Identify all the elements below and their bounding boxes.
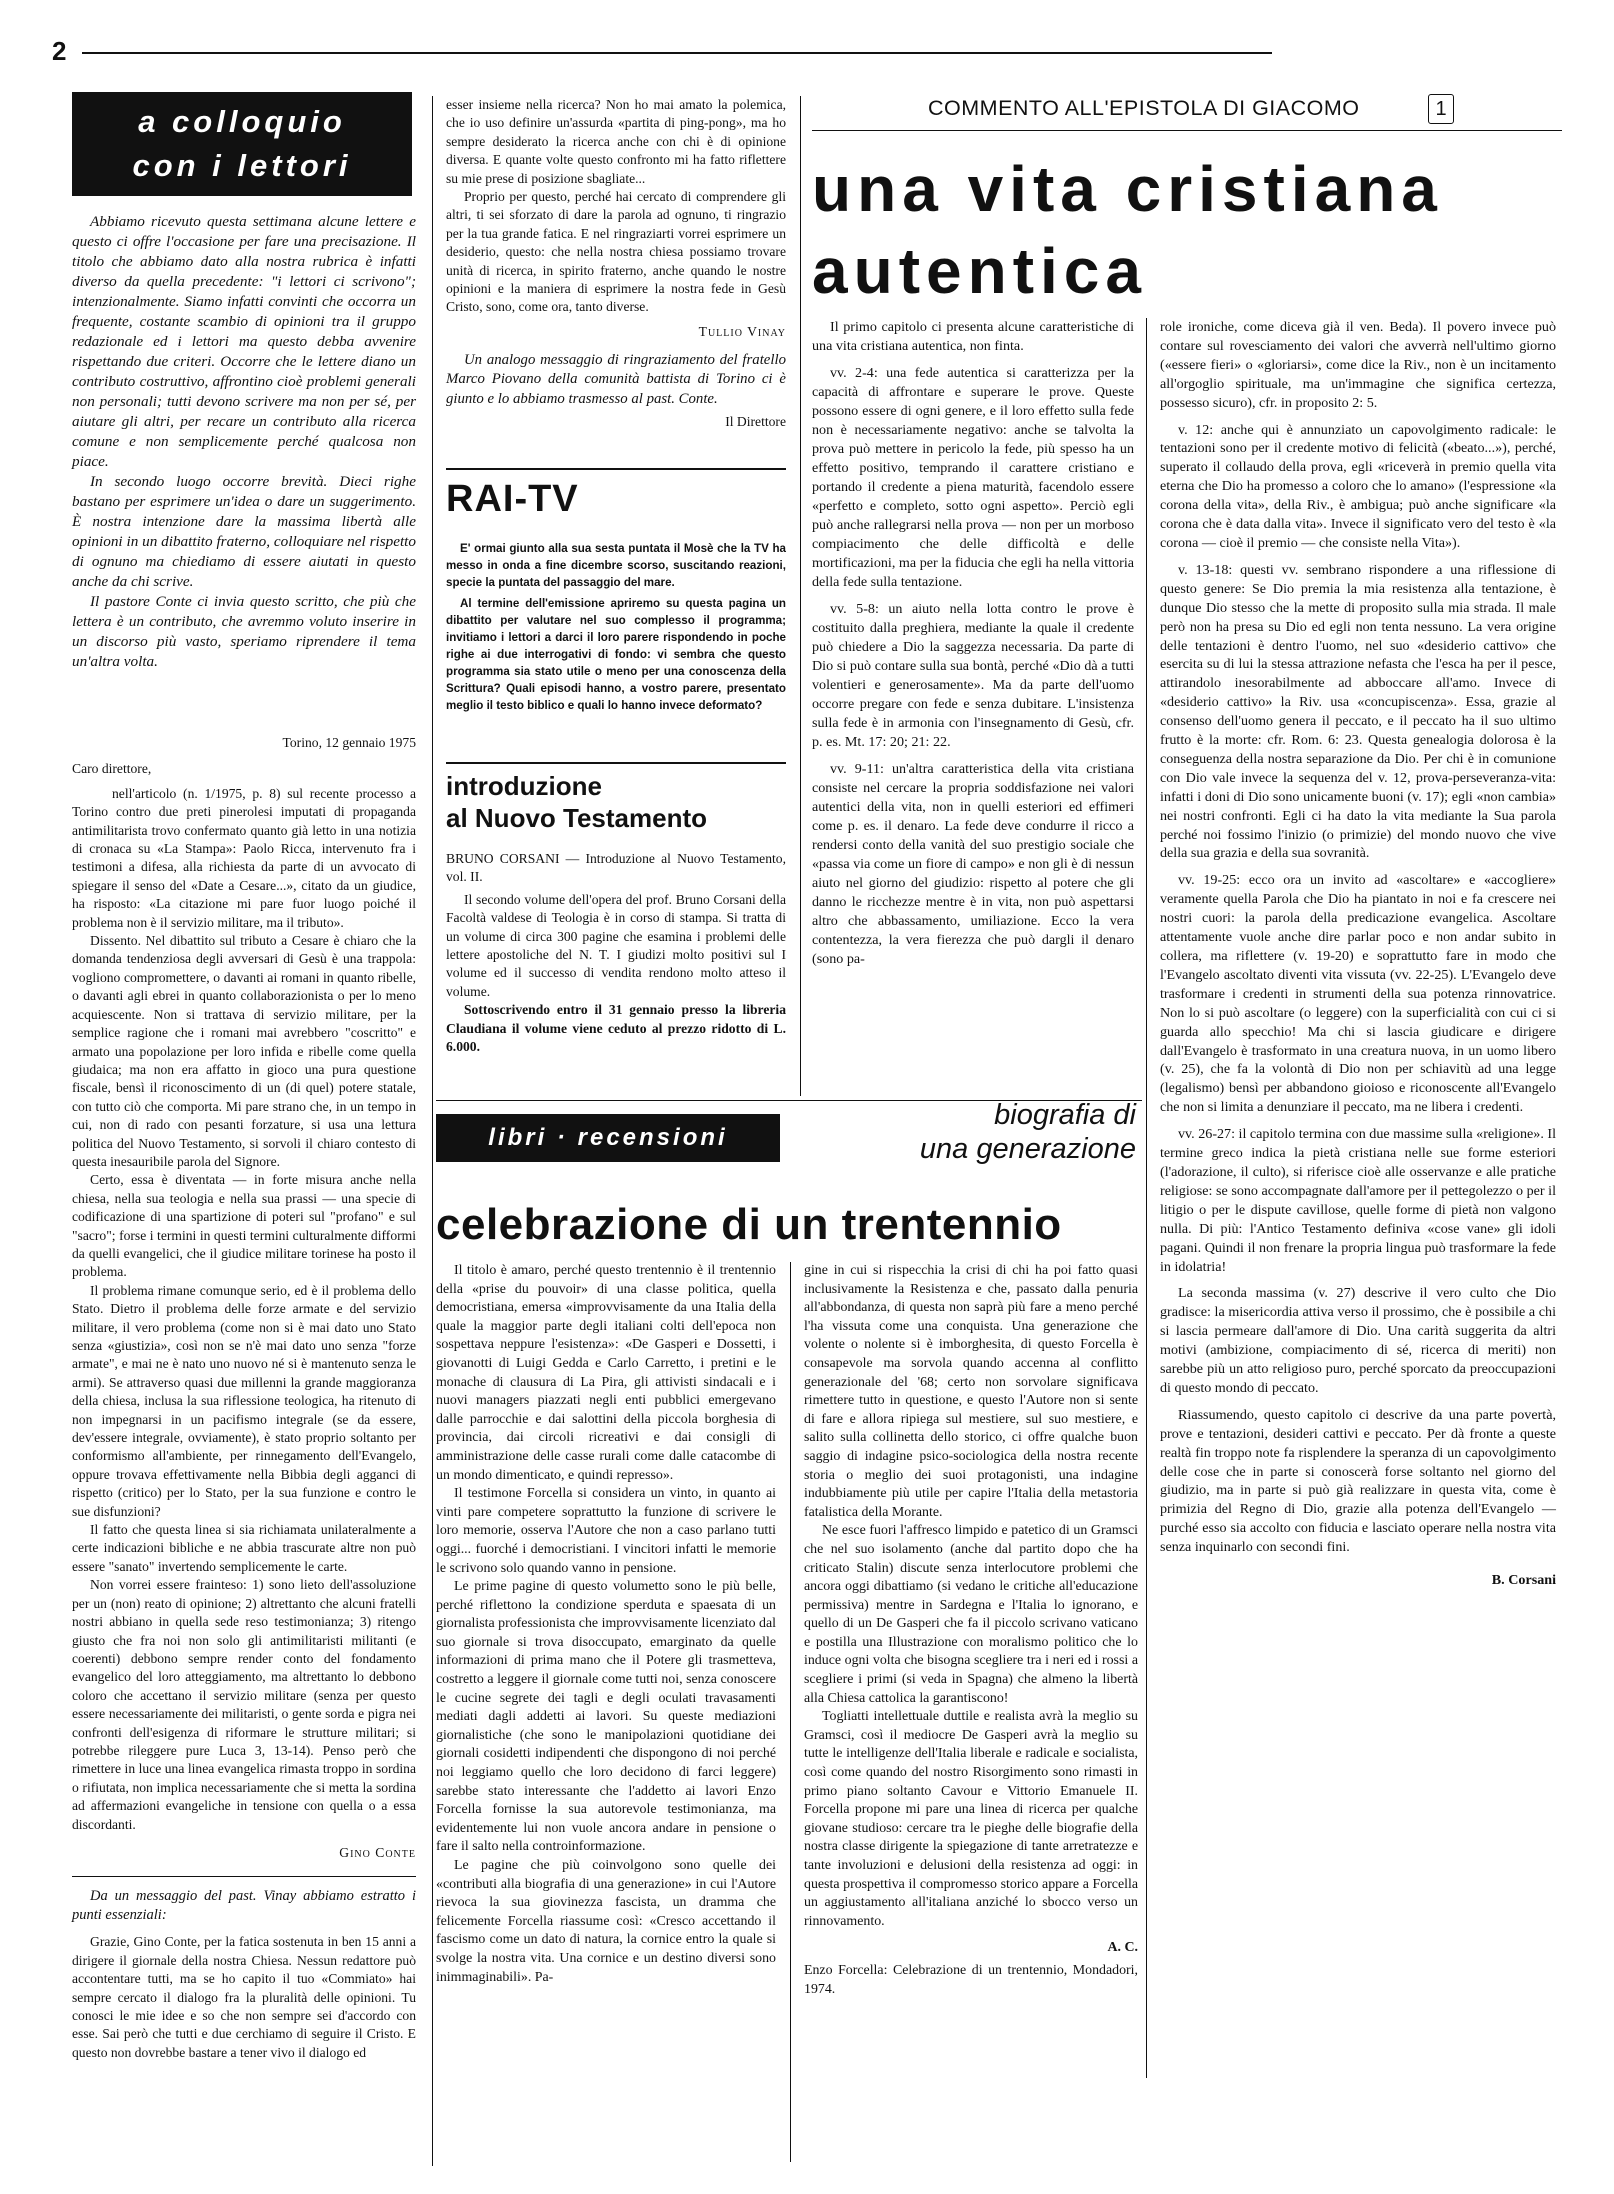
review-section-header: libri · recensioni bbox=[436, 1114, 780, 1162]
nt-body bbox=[446, 850, 786, 1056]
vinay-paragraph: Proprio per questo, perché hai cercato di comprendere gli altri, ti sei sforzato di dare la parola ad ognuno, ti ringrazio per la tua grande fatica. E nel ringraziarti vorrei esprimere un desiderio, questo: che nella nostra chiesa possiamo trovare unità di ricerca, in spirito fraterno, anche quando le nostre opinioni e la maniera di esprimere la nostra fede in Gesù Cristo, sono, come ora, tanto diverse. bbox=[446, 189, 786, 315]
conte-letter bbox=[72, 734, 416, 2062]
review-paragraph: Il titolo è amaro, perché questo trentennio è il trentennio della «prise du pouvoir» di una classe politica, quella democristiana, emersa «improvvisamente da una Italia della quale la maggior parte degli italiani colti dell'epoca non sospettava neppure l'esistenza»: «De Gasperi e Dossetti, i giovanotti di Luigi Gedda e Carlo Carretto, i pretini e le monache di clausura di La Pira, gli attivisti sindacali e i nuovi managers piazzati negli enti pubblici emergevano dalle parrocchie e dai salottini della piccola borghesia di provincia, dai circoli ricreativi e dai consigli di amministrazione delle casse rurali come dalle catacombe di un mondo dimenticato, e quindi represso». bbox=[436, 1263, 776, 1483]
giacomo-paragraph: Riassumendo, questo capitolo ci descrive da una parte povertà, prove e tentazioni, desideri cattivi e peccato. Per dà fronte a queste realtà fin troppo note fa risplendere la speranza di un capovolgimento delle cose che in parte si conoscerà forse soltanto nel giorno del giudizio, ma in parte si può già realizzare in questa vita, come è primizia del Regno di Dio, grazie alla potenza dell'Evangelo — purché esso sia accolto con fiducia e lasciato operare nella nostra vita senza inquinarlo con secondi fini. bbox=[1160, 1406, 1556, 1556]
review-paragraph: Il testimone Forcella si considera un vinto, in quanto ai vinti pare competere soprattutto la funzione di scrivere le loro memorie, osserva l'Autore che non a caso parlano tutti oggi... fuorché i democristiani. I vincitori infatti le memorie le scrivono solo quando vanno in pensione. bbox=[436, 1486, 776, 1576]
article-title bbox=[812, 148, 1572, 312]
nt-paragraph: Il secondo volume dell'opera del prof. Bruno Corsani della Facoltà valdese di Teologia è in corso di stampa. Si tratta di un volume di circa 300 pagine che esamina i problemi delle lettere apostoliche del N. T. I giudizi molto positivi sul I volume ed il successo di vendita rendono molto atteso il volume. bbox=[446, 891, 786, 999]
review-paragraph: Le pagine che più coinvolgono sono quelle dei «contributi alla biografia di una generazione» in cui l'Autore rievoca la sua giovinezza fascista, un dramma che felicemente Forcella riassume così: «Cresco accettando il fascismo come un dato di natura, la cornice entro la quale si svolge la nostra vita. Una cornice e un destino diversi sono inimmaginabili». Pa- bbox=[436, 1858, 776, 1985]
giacomo-paragraph: La seconda massima (v. 27) descrive il vero culto che Dio gradisce: la misericordia attiva verso il prossimo, che è possibile a chi si lascia permeare dall'amore di Dio. Una carità suggerita da altri motivi (ambizione, compiacimento di sé, ricerca di meriti) non sarebbe più un atto religioso puro, perché sporcato da preoccupazioni di questo mondo di peccato. bbox=[1160, 1285, 1556, 1396]
raitv-paragraph: Al termine dell'emissione apriremo su questa pagina un dibattito per valutare nel suo complesso il programma; invitiamo i lettori a darci il loro parere rispondendo in poche righe ai due interrogativi di fondo: vi sembra che questo programma sia stato utile o meno per una conoscenza della Scrittura? Quali episodi hanno, a vostro parere, presentato meglio il testo biblico e quali lo hanno invece deformato? bbox=[446, 597, 786, 712]
nt-title-line1: introduzione bbox=[446, 771, 602, 801]
giacomo-paragraph: Il primo capitolo ci presenta alcune caratteristiche di una vita cristiana autentica, non finta. bbox=[812, 319, 1134, 354]
giacomo-paragraph: v. 13-18: questi vv. sembrano rispondere a una riflessione di questo genere: Se Dio premia la mia resistenza alla tentazione, è dunque Dio stesso che la mette di proposito sulla mia strada. Il male però non ha presa su Dio ed egli non tenta nessuno. La vera origine delle tentazioni è dentro l'uomo, nel suo «desiderio cattivo» che esercita su di lui la stessa attrazione nefasta che l'esca ha per il pesce, attirandolo inesorabilmente ad abboccare all'amo. Invece di «desiderio cattivo» la Riv. usa «concupiscenza». Essa, grazie al consenso dell'uomo genera il peccato, e il peccato ha il suo ultimo frutto è la morte: cfr. Rom. 6: 23. Questa genealogia dolorosa è la conseguenza della nostra separazione da Dio. Per chi è in comunione con Dio vale invece la sequenza del v. 12, prova-perseveranza-vita: infatti i doni di Dio sono unicamente buoni (v. 17); egli «non cambia» nei nostri confronti. Egli ci ha dato la vita mediante la Sua parola perché noi fossimo l'inizio (o primizie) del mondo nuovo che vive della sua grazia e della sua sovranità. bbox=[1160, 561, 1556, 862]
top-rule bbox=[82, 52, 1272, 54]
nt-reference: BRUNO CORSANI — Introduzione al Nuovo Testamento, vol. II. bbox=[446, 851, 786, 885]
vinay-intro: Da un messaggio del past. Vinay abbiamo estratto i punti essenziali: bbox=[72, 1888, 416, 1924]
giacomo-paragraph: role ironiche, come diceva già il ven. Beda). Il povero invece può contare sul rovesciamento dei valori che avverrà nell'ultimo giorno («essere fieri» o «gloriarsi», come dice la Riv., non è un incitamento all'orgoglio spirituale, ma un'immagine che significa certezza, possesso sicuro), cfr. in proposito 2: 5. bbox=[1160, 319, 1556, 411]
letter-paragraph: Non vorrei essere frainteso: 1) sono lieto dell'assoluzione per un (non) reato di opinione; 2) altrettanto che alcuni fratelli nostri abbiano in quella sede reso testimonianza; 3) ritengo giusto che fra noi non solo gli antimilitaristi militanti (e coerenti) debbono sempre render conto del fondamento evangelico del loro atteggiamento, ma altrettanto lo debbono coloro che accettano il servizio militare (senza per questo essere necessariamente dei militaristi, o gente sorda e pigra nei confronti dell'esigenza di riformare le strutture militari; si potrebbe rileggere pure Luca 3, 13-14). Penso però che rimettere in luce una linea evangelica rimasta troppo in sordina o rifiutata, non implica necessariamente che si metta la sordina ad affermazioni evangeliche in tensione con quella o a essa discordanti. bbox=[72, 1577, 416, 1832]
letter-paragraph: Il problema rimane comunque serio, ed è il problema dello Stato. Dietro il problema delle forze armate e del servizio militare, il vero problema (come non si è mai dato uno Stato senza «giustizia», così non se n'è mai dato uno senza "forze armate", e mai ne è nato uno nuovo né si è mantenuto senza le armi). Se attraverso quasi due millenni la grande maggioranza della chiesa, inclusa la sua riflessione teologica, ha ritenuto di non impegnarsi in un pacifismo integrale (se da essere, dev'essere integrale, ovviamente), è stato proprio soltanto per conformismo all'ambiente, per rinnegamento dell'Evangelo, oppure trovava effettivamente nella Bibbia degli agganci di rispetto (critico) per lo Stato, per la sua funzione e contro le sue disfunzioni? bbox=[72, 1282, 416, 1519]
giacomo-col1 bbox=[812, 318, 1134, 969]
giacomo-paragraph: vv. 2-4: una fede autentica si caratterizza per la capacità di affrontare e superare le prove. Queste possono essere di ogni genere, e il loro effetto sulla fede non è necessariamente negativo: anche se talvolta la prova può mettere in pericolo la fede, più spesso ha un effetto positivo, temprando il carattere cristiano e portando il credente a piena maturità, facendolo essere «perfetto e completo, sotto ogni aspetto». Perciò egli può anche rallegrarsi nella prova — non per un morboso compiacimento che delle difficoltà e delle mortificazioni, ma per la fiducia che egli ha nella vittoria della fede sulla tentazione. bbox=[812, 365, 1134, 590]
colloquio-header bbox=[72, 92, 412, 196]
column-rule-mid bbox=[800, 96, 801, 1096]
letter-date: Torino, 12 gennaio 1975 bbox=[282, 735, 416, 750]
review-col2 bbox=[804, 1262, 1138, 1999]
article-title-line2: autentica bbox=[812, 235, 1147, 307]
giacomo-paragraph: vv. 26-27: il capitolo termina con due massime sulla «religione». Il termine greco indica la pietà cristiana nelle sue forme esteriori (l'adorazione, il culto), si riferisce cioè alle osservanze e alle pratiche religiose: se sono accompagnate dall'amore per il pettegolezzo o per il litigio o per le dispute cavillose, quelle forme di pietà non valgono nulla. Di più: l'Antico Testamento definiva «cose vane» gli idoli pagani. Quindi il non frenare la propria lingua può trasformare la fede in idolatria! bbox=[1160, 1126, 1556, 1275]
intro-paragraph: Il pastore Conte ci invia questo scritto, che più che lettera è un contributo, che avremmo voluto inserire in un discorso più vasto, speriamo riprendere il tema un'altra volta. bbox=[72, 593, 416, 670]
vinay-continued bbox=[446, 96, 786, 431]
raitv-top-rule bbox=[446, 468, 786, 470]
review-paragraph: gine in cui si rispecchia la crisi di chi ha poi fatto quasi inclusivamente la Resistenza e che, passato dalla penuria all'abbondanza, di questa non saprà più fare a meno perché l'ha vissuta come una conquista. Una generazione che volente o nolente si è imborghesita, di questo Forcella è consapevole ma sorvola quando accenna al conflitto generazionale del '68; certo non sorvolare significava rimettere tutto in questione, e questo l'Autore non si sente di fare e allora ripiega sul mestiere, sul suo mestiere, e salito sulla collinetta dello storico, ci offre qualche buon saggio di indagine psico-sociologica della nostra recente storia o meglio dei suoi protagonisti, una indagine indubbiamente più utile per capire l'Italia della metastoria fatalistica della Morante. bbox=[804, 1263, 1138, 1520]
letter-salutation: Caro direttore, bbox=[72, 761, 152, 777]
letter-paragraph: nell'articolo (n. 1/1975, p. 8) sul recente processo a Torino contro due preti pinerolesi imputati di propaganda antimilitarista trovo confermato quanto già letto in una notizia di cronaca su «La Stampa»: Paolo Ricca, intervenuto fra i testimoni a difesa, alla richiesta da parte di un avvocato di spiegare il senso del «Date a Cesare...», citato da un giudice, ha risposto: «La citazione mi pare fuor luogo poiché il problema non è il servizio militare, ma il tributo». bbox=[72, 785, 416, 930]
colloquio-intro bbox=[72, 212, 416, 672]
review-kicker bbox=[800, 1098, 1136, 1166]
raitv-body bbox=[446, 540, 786, 714]
column-rule-left bbox=[432, 96, 433, 2166]
piovano-note: Un analogo messaggio di ringraziamento del fratello Marco Piovano della comunità battista di Torino ci è giunto e lo abbiamo trasmesso al past. Conte. bbox=[446, 352, 786, 407]
nt-offer: Sottoscrivendo entro il 31 gennaio presso la libreria Claudiana il volume viene ceduto al prezzo ridotto di L. 6.000. bbox=[446, 1002, 786, 1055]
letter-signature: Gino Conte bbox=[339, 1844, 416, 1860]
giacomo-signature: B. Corsani bbox=[1491, 1572, 1556, 1589]
intro-paragraph: Abbiamo ricevuto questa settimana alcune lettere e questo ci offre l'occasione per fare una precisazione. Il titolo che abbiamo dato alla nostra rubrica è infatti diverso da quella precedente: "i lettori ci scrivono"; intenzionalmente. Siamo infatti convinti che occorra un frequente, costante scambio di opinioni tra il gruppo redazionale ed i lettori ma questo debba avvenire rispettando due criteri. Occorre che le lettere diano un contributo costruttivo, affrontino cioè problemi generali non personali; tutti devono scrivere ma non per sé, per aiutare gli altri, per recare un contributo alla ricerca comune e non semplicemente perché qualcosa non piace. bbox=[72, 213, 416, 470]
column-rule-right bbox=[1146, 318, 1147, 2078]
nt-title-line2: al Nuovo Testamento bbox=[446, 803, 708, 833]
giacomo-paragraph: vv. 5-8: un aiuto nella lotta contro le prove è costituito dalla preghiera, mediante la quale il credente può chiedere a Dio la saggezza necessaria. Da parte di Dio si può contare sulla sua bontà, perché «Dio dà a tutti volentieri e generosamente». Ma da parte dell'uomo occorre pregare con fede e senza dubitare. L'insistenza sulla fede è in armonia con l'insegnamento di Gesù, cfr. p. es. Mt. 17: 20; 21: 22. bbox=[812, 601, 1134, 750]
giacomo-col2 bbox=[1160, 318, 1556, 1590]
review-column-rule bbox=[790, 1262, 791, 2162]
vinay-paragraph: esser insieme nella ricerca? Non ho mai amato la polemica, che io uso definire un'assurda «partita di ping-pong», ma ho sempre desiderato la ricerca anche con chi è di opinione diversa. E quante volte questo confronto mi ha fatto riflettere su mie prese di posizione sbagliate... bbox=[446, 97, 786, 186]
review-kicker-line2: una generazione bbox=[919, 1133, 1136, 1165]
intro-paragraph: In secondo luogo occorre brevità. Dieci righe bastano per esprimere un'idea o dare un suggerimento. È nostra intenzione dare la massima libertà alle opinioni in un dibattito fraterno, colloquiare nel rispetto di ognuno ma chiediamo di essere aiutati in questo anche da chi scrive. bbox=[72, 473, 416, 590]
review-title: celebrazione di un trentennio bbox=[436, 1200, 1062, 1249]
letter-paragraph: Certo, essa è diventata — in forte misura anche nella chiesa, nella sua teologia e nella sua prassi — una specie di codificazione di una spartizione di poteri sul "profano" e sul "sacro"; forse i termini in questi termini culturalmente difformi da quelli evangelici, che il giudice militare torinese ha posto il problema. bbox=[72, 1172, 416, 1280]
series-rule bbox=[812, 130, 1562, 131]
series-number: 1 bbox=[1428, 94, 1454, 124]
series-title: COMMENTO ALL'EPISTOLA DI GIACOMO bbox=[928, 96, 1360, 120]
review-paragraph: Ne esce fuori l'affresco limpido e patetico di un Gramsci che nel suo isolamento (anche dal partito dopo che ha criticato Stalin) discute senza interlocutore problemi che ancora oggi dibattiamo (si vedano le critiche all'educazione permissiva) mentre in Sardegna e l'Italia lo ignorano, e quello di un De Gasperi che fa il piccolo scrivano vaticano e postilla una Illustrazione con moralismo politico che lo induce ogni volta che bisogna scegliere tra i neri ed i rossi a scegliere i primi (si veda in Spagna) che almeno la libertà alla Chiesa cattolica la garantiscono! bbox=[804, 1523, 1138, 1706]
review-col1 bbox=[436, 1262, 776, 1987]
article-title-line1: una vita cristiana bbox=[812, 153, 1443, 225]
review-kicker-line1: biografia di bbox=[994, 1099, 1136, 1131]
colloquio-header-line2: con i lettori bbox=[132, 148, 352, 183]
letter-paragraph: Dissento. Nel dibattito sul tributo a Cesare è chiaro che la domanda tendenziosa degli avversari di Gesù è una trappola: vogliono compromettere, o davanti ai romani in quanto ribelle, o davanti agli ebrei in quanto collaborazionista o per lo meno acquiescente. Non si trattava di servizio militare, per la semplice ragione che i romani mai avrebbero "coscritto" e armato una popolazione per loro infida e ribelle come quella giudaica; ma non era affatto in gioco una pura questione fiscale, bensì il riconoscimento di un (di quel) potere statale, con tutto ciò che comporta. Mi pare strano che, in un tempo in cui, non di rado con pesanti forzature, si usa una lettura politica del Nuovo Testamento, si sorvoli il chiaro contesto di questa inesauribile parola del Signore. bbox=[72, 933, 416, 1169]
vinay-signature: Tullio Vinay bbox=[698, 323, 786, 339]
nt-top-rule bbox=[446, 762, 786, 764]
piovano-signature: Il Direttore bbox=[725, 413, 786, 429]
colloquio-header-line1: a colloquio bbox=[138, 104, 346, 139]
page-number: 2 bbox=[52, 36, 67, 66]
letter-paragraph: Il fatto che questa linea si sia richiamata unilateralmente a certe indicazioni bibliche e ne abbia trascurate altre non può essere "sanato" invertendo semplicemente le carte. bbox=[72, 1522, 416, 1574]
raitv-title: RAI-TV bbox=[446, 478, 579, 520]
nt-title bbox=[446, 770, 786, 834]
review-reference: Enzo Forcella: Celebrazione di un trentennio, Mondadori, 1974. bbox=[804, 1962, 1138, 1997]
vinay-paragraph: Grazie, Gino Conte, per la fatica sostenuta in ben 15 anni a dirigere il giornale della nostra Chiesa. Nessun redattore può accontentare tutti, ma se ho capito il tuo «Commiato» hai sempre cercato il dialogo fra la pluralità delle opinioni. Tu conosci le mie idee e so che non sempre sei d'accordo con esse. Sai però che tutti e due cerchiamo di seguire il Cristo. E questo non dovrebbe bastare a tener vivo il dialogo ed bbox=[72, 1934, 416, 2060]
giacomo-paragraph: vv. 19-25: ecco ora un invito ad «ascoltare» e «accogliere» veramente quella Parola che Dio ha piantato in noi e fa crescere nei nostri cuori: la parola della predicazione evangelica. Ascoltare attentamente vuole anche dire parlar poco e non andar subito in collera, ma riflettere (v. 19-20) e soprattutto fare in modo che l'Evangelo ascoltato diventi vita vissuta (vv. 22-25). L'Evangelo deve trasformare i credenti in strumenti della sua potenza rinnovatrice. Non lo si può ascoltare (o leggere) con la superficialità con cui ci si guarda allo specchio! Ma chi si lascia giudicare e dirigere dall'Evangelo è trasformato in una creatura nuova, in un uomo libero (v. 25), che fa la volontà di Dio non per schiavitù ad una legge (legalismo) bensì per abbandono gioioso e riconoscente all'Evangelo che non si limita a denunziare il peccato, ma ne libera i credenti. bbox=[1160, 872, 1556, 1116]
giacomo-paragraph: vv. 9-11: un'altra caratteristica della vita cristiana consiste nel cercare la propria soddisfazione nei valori autentici della vita, non in quelli esteriori ed effimeri come p. es. il denaro. La fede deve condurre il ricco a rendersi conto della vanità del suo prestigio sociale che «passa via come un fiore di campo» e non gli è di nessun aiuto nel giorno del giudizio: rispetto al potere che gli danno le ricchezze mentre è in vita, non può aspettarsi altro che abbassamento, umiliazione. Ecco la vera contentezza, la vera fierezza che può dargli il denaro (sono pa- bbox=[812, 761, 1134, 967]
review-signature: A. C. bbox=[1107, 1940, 1138, 1956]
raitv-paragraph: E' ormai giunto alla sua sesta puntata il Mosè che la TV ha messo in onda a fine dicembre scorso, suscitando reazioni, specie la puntata del passaggio del mare. bbox=[446, 542, 786, 589]
letter-divider bbox=[72, 1876, 416, 1877]
review-paragraph: Togliatti intellettuale duttile e realista avrà la meglio su Gramsci, così il mediocre De Gasperi avrà la meglio su tutte le intelligenze dell'Italia liberale e radicale e socialista, così come quando del nostro Risorgimento sono rimasti in primo piano soltanto Cavour e Vittorio Emanuele II. Forcella propone mi pare una linea di ricerca per qualche giovane studioso: cercare tra le pieghe delle biografie della nostra classe dirigente la spiegazione di tante arretratezze e tante involuzioni e delusioni della resistenza ad oggi: in questa prospettiva il compromesso storico appare a Forcella un aggiustamento all'italiana anziché lo sbocco verso un rinnovamento. bbox=[804, 1709, 1138, 1929]
giacomo-paragraph: v. 12: anche qui è annunziato un capovolgimento radicale: le tentazioni sono per il credente motivo di felicità («beato...»), perché, superato il collaudo della prova, egli «riceverà in premio quella vita eterna che Dio ha promesso a coloro che lo amano» (l'espressione «la corona della vita», della Riv., è ambigua; può anche significare «la corona che è data dalla vita». Invece il significato vero del testo è «la corona — cioè il premio — che consiste nella Vita»). bbox=[1160, 421, 1556, 551]
review-paragraph: Le prime pagine di questo volumetto sono le più belle, perché riflettono la condizione sperduta e spaesata di un giornalista professionista che improvvisamente licenziato dal suo giornale si trova disoccupato, emarginato da quelle informazioni di prima mano che il Potere gli trasmetteva, costretto a leggere il giornale come tutti noi, senza conoscere le cucine segrete dei tagli e degli oculati travasamenti mediati dagli addetti ai lavori. Su queste mediazioni giornalistiche (che sono le manipolazioni quotidiane dei giornali cosidetti indipendenti che dispongono di noi perché noi leggiamo quello che loro decidono di farci leggere) sarebbe stato interessante che l'addetto ai lavori Enzo Forcella fornisse la sua autorevole testimonianza, ma evidentemente lui non vuole ancora andare in pensione o fare il salto nella controinformazione. bbox=[436, 1579, 776, 1855]
